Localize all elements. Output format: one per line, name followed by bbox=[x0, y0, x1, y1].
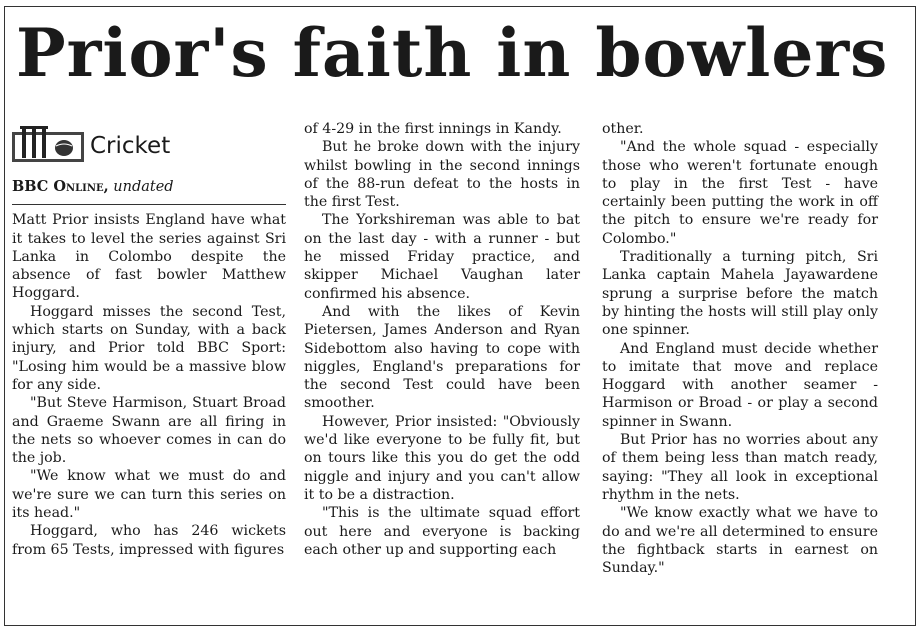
paragraph: other. bbox=[602, 121, 644, 137]
paragraph: Hoggard misses the second Test, which starts on Sunday, with a back injury, and Prior told BBC Sport: "Losing him would be a massive blow for any side. bbox=[12, 303, 286, 393]
paragraph: "We know what we must do and we're sure we can turn this series on its head." bbox=[12, 468, 286, 522]
paragraph: Traditionally a turning pitch, Sri Lanka captain Mahela Jayawardene sprung a surprise before the match by hinting the hosts will still play only one spinner. bbox=[602, 249, 878, 339]
byline bbox=[12, 178, 286, 205]
column-1 bbox=[12, 120, 286, 559]
paragraph: Matt Prior insists England have what it takes to level the series against Sri Lanka in Colombo despite the absence of fast bowler Matthew Hoggard. bbox=[12, 212, 286, 302]
paragraph: And England must decide whether to imitate that move and replace Hoggard with another seamer - Harmison or Broad - or play a second spinner in Swann. bbox=[602, 340, 878, 430]
paragraph: But Prior has no worries about any of them being less than match ready, saying: "They all look in exceptional rhythm in the nets. bbox=[602, 432, 878, 503]
paragraph: The Yorkshireman was able to bat on the last day - with a runner - but he missed Friday practice, and skipper Michael Vaughan later confirmed his absence. bbox=[304, 212, 580, 302]
bottom-rule bbox=[5, 625, 915, 626]
column-2 bbox=[304, 120, 580, 559]
section-label: Cricket bbox=[90, 133, 171, 159]
byline-date: undated bbox=[113, 179, 174, 195]
column-3 bbox=[602, 120, 878, 577]
paragraph: However, Prior insisted: "Obviously we'd like everyone to be fully fit, but on tours like this you do get the odd niggle and injury and you can't allow it to be a distraction. bbox=[304, 413, 580, 503]
top-rule bbox=[5, 6, 915, 7]
cricket-stumps-icon bbox=[12, 124, 84, 164]
byline-source: BBC Online, bbox=[12, 178, 109, 195]
paragraph: But he broke down with the injury whilst bowling in the second innings of the 88-run defeat to the hosts in the first Test. bbox=[304, 139, 580, 211]
paragraph: And with the likes of Kevin Pietersen, James Anderson and Ryan Sidebottom also having to cope with niggles, England's preparations for the second Test could have been smoother. bbox=[304, 303, 580, 412]
headline: Prior's faith in bowlers bbox=[16, 14, 889, 92]
paragraph: of 4-29 in the first innings in Kandy. bbox=[304, 121, 562, 137]
paragraph: "We know exactly what we have to do and we're all determined to ensure the fightback starts in earnest on Sunday." bbox=[602, 505, 878, 577]
section-header bbox=[12, 120, 286, 164]
paragraph: "This is the ultimate squad effort out here and everyone is backing each other up and supporting each bbox=[304, 505, 580, 558]
paragraph: "But Steve Harmison, Stuart Broad and Graeme Swann are all firing in the nets so whoever comes in can do the job. bbox=[12, 395, 286, 467]
paragraph: Hoggard, who has 246 wickets from 65 Tests, impressed with figures bbox=[12, 523, 286, 558]
paragraph: "And the whole squad - especially those who weren't fortunate enough to play in the first Test - have certainly been putting the work in off the pitch to ensure we're ready for Colombo." bbox=[602, 139, 878, 247]
